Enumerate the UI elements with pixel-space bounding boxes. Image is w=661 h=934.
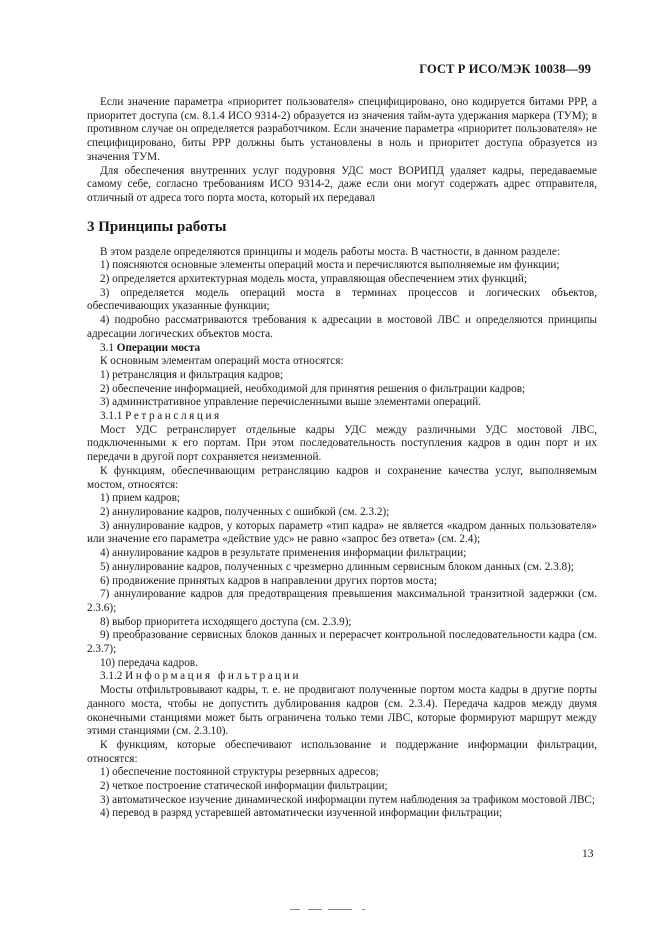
- paragraph: Мосты отфильтровывают кадры, т. е. не продвигают полученные портом моста кадры в другие порты данного моста, чтобы не допустить дублирования кадров (см. 2.3.4). Передача кадров между двумя оконечными станциями может быть ограничена только теми ЛВС, которые формируют маршрут между этими станциями (см. 2.3.10).: [87, 684, 597, 738]
- subsection-number: 3.1: [100, 341, 114, 354]
- list-item: 3) определяется модель операций моста в терминах процессов и логических объектов, обеспечивающих указанные функции;: [87, 286, 597, 313]
- list-item: 3) административное управление перечисленными выше элементами операций.: [100, 396, 482, 409]
- list-item: 7) аннулирование кадров для предотвращения превышения максимальной транзитной задержки (см. 2.3.6);: [87, 588, 597, 614]
- subsection-heading-3-1: [87, 342, 597, 356]
- list-item: 3) аннулирование кадров, у которых параметр «тип кадра» не является «кадром данных пользователя» или значение его параметра «действие удс» не равно «запрос без ответа» (см. 2.4);: [87, 519, 597, 546]
- list-item: 1) поясняются основные элементы операций моста и перечисляются выполняемые им функции;: [100, 259, 560, 272]
- paragraph: К функциям, которые обеспечивают использование и поддержание информации фильтрации, относятся:: [87, 738, 597, 765]
- subsection-title: Операции моста: [116, 341, 201, 354]
- paragraph: В этом разделе определяются принципы и модель работы моста. В частности, в данном разделе:: [100, 245, 560, 258]
- paragraph: К основным элементам операций моста относятся:: [100, 355, 344, 368]
- list-item: 2) определяется архитектурная модель моста, управляющая обеспечением этих функций;: [100, 273, 527, 286]
- list-item: 10) передача кадров.: [100, 656, 198, 669]
- subsection-heading-3-1-1: [87, 410, 597, 424]
- subsection-heading-3-1-2: [87, 670, 597, 684]
- subsection-number: 3.1.1: [100, 410, 123, 423]
- list-item: 2) аннулирование кадров, полученных с ошибкой (см. 2.3.2);: [100, 505, 390, 518]
- list-item: 6) продвижение принятых кадров в направлении других портов моста;: [100, 574, 437, 587]
- list-item: 8) выбор приоритета исходящего доступа (см. 2.3.9);: [100, 615, 352, 628]
- list-item: 3) автоматическое изучение динамической информации путем наблюдения за трафиком мостовой ЛВС;: [100, 793, 596, 806]
- list-item: 1) прием кадров;: [100, 492, 181, 505]
- document-header: ГОСТ Р ИСО/МЭК 10038—99: [419, 62, 591, 76]
- list-item: 4) подробно рассматриваются требования к адресации в мостовой ЛВС и определяются принципы адресации логических объектов моста.: [87, 314, 597, 340]
- page-number: 13: [582, 848, 594, 860]
- footer-scan-mark: [290, 906, 370, 912]
- list-item: 4) перевод в разряд устаревшей автоматически изученной информации фильтрации;: [100, 807, 503, 820]
- list-item: 9) преобразование сервисных блоков данных и перерасчет контрольной последовательности кадра (см. 2.3.7);: [87, 629, 597, 656]
- page-body: [87, 96, 597, 821]
- paragraph: К функциям, обеспечивающим ретрансляцию кадров и сохранение качества услуг, выполняемым мостом, относятся:: [87, 464, 597, 491]
- list-item: 5) аннулирование кадров, полученных с чрезмерно длинным сервисным блоком данных (см. 2.3.8);: [100, 560, 574, 573]
- paragraph: Мост УДС ретранслирует отдельные кадры УДС между различными УДС мостовой ЛВС, подключенными к его портам. При этом последовательность поступления кадров в один порт и их передачи в другой порт сохраняется неизменной.: [87, 423, 597, 464]
- subsection-title: Информация фильтрации: [125, 670, 302, 683]
- list-item: 1) обеспечение постоянной структуры резервных адресов;: [100, 766, 379, 779]
- list-item: 2) обеспечение информацией, необходимой для принятия решения о фильтрации кадров;: [100, 382, 526, 395]
- section-heading: 3 Принципы работы: [87, 218, 227, 235]
- paragraph: Если значение параметра «приоритет пользователя» специфицировано, оно кодируется битами РРР, а приоритет доступа (см. 8.1.4 ИСО 9314-2) образуется из значения тайм-аута удержания маркера (ТУМ); в противном случае он определяется разработчиком. Если значение параметра «приоритет пользователя» не специфицировано, биты РРР должны быть установлены в ноль и приоритет доступа образуется из значения ТУМ.: [87, 96, 597, 163]
- list-item: 2) четкое построение статической информации фильтрации;: [100, 780, 388, 793]
- subsection-title: Ретрансляция: [125, 410, 222, 423]
- list-item: 1) ретрансляция и фильтрация кадров;: [100, 368, 284, 381]
- list-item: 4) аннулирование кадров в результате применения информации фильтрации;: [100, 547, 467, 560]
- paragraph: Для обеспечения внутренних услуг подуровня УДС мост ВОРИПД удаляет кадры, передаваемые самому себе, согласно требованиям ИСО 9314-2, даже если они могут содержать адрес отправителя, отличный от адреса того порта моста, который их передавал: [87, 164, 597, 204]
- subsection-number: 3.1.2: [100, 670, 123, 683]
